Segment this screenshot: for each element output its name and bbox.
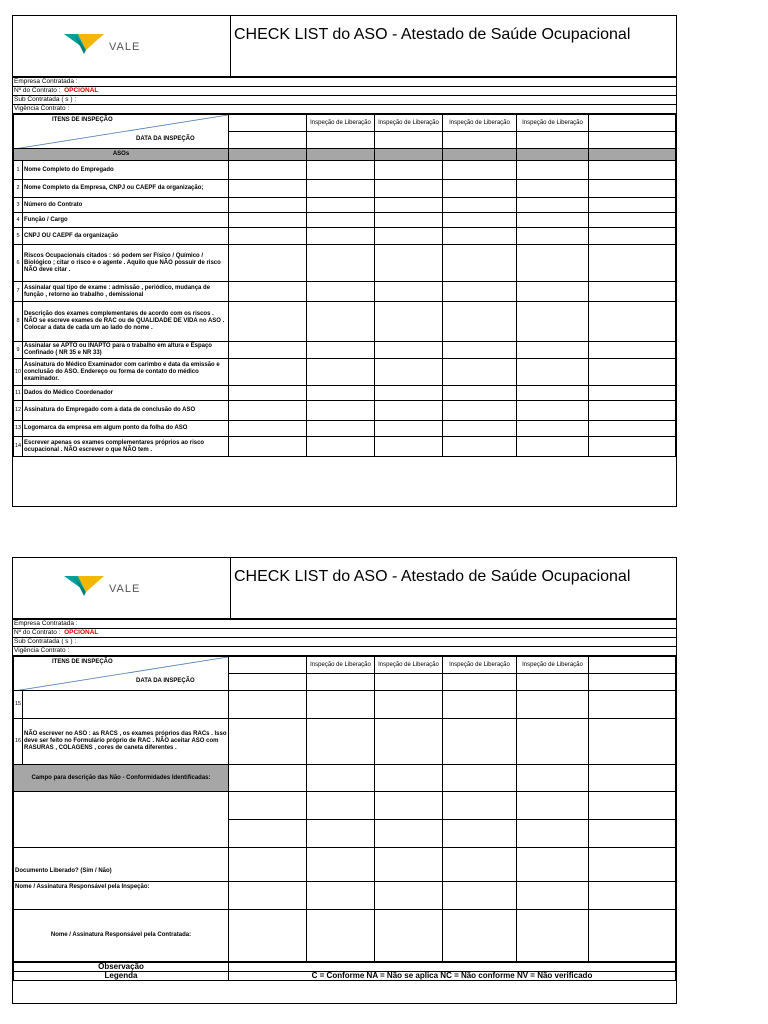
check-cell[interactable] [517,245,589,282]
check-cell[interactable] [307,302,375,342]
check-cell[interactable] [589,180,676,198]
check-cell[interactable] [517,228,589,245]
item-text: Número do Contrato [23,198,229,213]
check-cell[interactable] [443,282,517,302]
check-cell[interactable] [443,213,517,228]
check-cell[interactable] [229,691,307,719]
item-number: 13 [14,421,23,437]
contrato-field [13,87,676,96]
doc-liberado-label: Documento Liberado? (Sim / Não) [14,848,229,882]
inspection-table [13,656,676,962]
item-number: 16 [14,719,23,765]
col-head-1: Inspeção de Liberação [307,115,375,132]
checklist-row [14,228,676,245]
check-cell[interactable] [229,245,307,282]
vigencia-field: Vigência Contrato : [13,647,676,656]
check-cell[interactable] [589,719,676,765]
contrato-value: OPCIONAL [64,629,99,636]
col-head-3: Inspeção de Liberação [443,115,517,132]
item-text: Nome Completo do Empregado [23,161,229,180]
col-head-3: Inspeção de Liberação [443,657,517,674]
check-cell[interactable] [375,302,443,342]
checklist-page-2 [12,557,677,1004]
item-number: 11 [14,386,23,401]
header-diagonal-cell [14,115,229,149]
check-cell[interactable] [229,161,307,180]
check-cell[interactable] [589,198,676,213]
check-cell[interactable] [229,401,307,421]
item-text [23,691,229,719]
checklist-row [14,359,676,386]
observacao-label: Observação [14,963,229,972]
col-head-1: Inspeção de Liberação [307,657,375,674]
item-number: 9 [14,342,23,359]
vale-logo [13,16,231,77]
item-text: Assinatura do Empregado com a data de conclusão do ASO [23,401,229,421]
col-blank [229,115,307,132]
check-cell[interactable] [589,245,676,282]
check-cell[interactable] [589,302,676,342]
check-cell[interactable] [307,359,375,386]
check-cell[interactable] [307,421,375,437]
col-head-4: Inspeção de Liberação [517,115,589,132]
check-cell[interactable] [307,213,375,228]
col-head-4: Inspeção de Liberação [517,657,589,674]
item-text: Assinalar qual tipo de exame : admissão , periódico, mudança de função , retorno ao trabalho , demissional [23,282,229,302]
item-text: Assinalar se APTO ou INAPTO para o trabalho em altura e Espaço Confinado ( NR 35 e NR 33) [23,342,229,359]
data-label: DATA DA INSPEÇÃO [136,136,195,142]
legend-table [13,962,676,981]
checklist-row [14,421,676,437]
checklist-row [14,691,676,719]
check-cell[interactable] [375,437,443,457]
check-cell[interactable] [443,719,517,765]
checklist-row [14,342,676,359]
diagonal-line [14,115,229,149]
item-number: 4 [14,213,23,228]
item-text: Função / Cargo [23,213,229,228]
check-cell[interactable] [589,421,676,437]
col-blank [589,115,676,132]
check-cell[interactable] [517,213,589,228]
contract-info [13,619,676,656]
doc-liberado-cell[interactable] [229,848,307,882]
item-number: 15 [14,691,23,719]
contrato-label: Nº do Contrato : [14,87,61,94]
check-cell[interactable] [589,401,676,421]
check-cell[interactable] [517,691,589,719]
item-number: 6 [14,245,23,282]
item-text: CNPJ OU CAEPF da organização [23,228,229,245]
nc-description-area[interactable] [14,792,229,848]
check-cell[interactable] [443,359,517,386]
item-number: 12 [14,401,23,421]
resp-contratada-label: Nome / Assinatura Responsável pela Contratada: [14,910,229,962]
check-cell[interactable] [307,386,375,401]
check-cell[interactable] [375,342,443,359]
check-cell[interactable] [375,161,443,180]
item-number: 8 [14,302,23,342]
checklist-row [14,180,676,198]
item-text: Nome Completo da Empresa, CNPJ ou CAEPF da organização; [23,180,229,198]
itens-label: ITENS DE INSPEÇÃO [52,659,113,665]
check-cell[interactable] [443,228,517,245]
checklist-row [14,161,676,180]
itens-label: ITENS DE INSPEÇÃO [52,117,113,123]
empresa-field: Empresa Contratada : [13,620,676,629]
item-text: Assinatura do Médico Examinador com carimbo e data da emissão e conclusão do ASO. Endereço ou forma de contato do médico examinador. [23,359,229,386]
check-cell[interactable] [229,421,307,437]
check-cell[interactable] [307,342,375,359]
item-text: Descrição dos exames complementares de acordo com os riscos . NÃO se escreve exames de RAC ou de QUALIDADE DE VIDA no ASO . Colocar a data de cada um ao lado do nome . [23,302,229,342]
check-cell[interactable] [229,198,307,213]
contrato-value: OPCIONAL [64,87,99,94]
check-cell[interactable] [443,437,517,457]
check-cell[interactable] [589,359,676,386]
checklist-row [14,437,676,457]
inspection-table [13,114,676,457]
check-cell[interactable] [375,282,443,302]
diagonal-line [14,657,229,691]
check-cell[interactable] [229,342,307,359]
check-cell[interactable] [229,180,307,198]
check-cell[interactable] [375,245,443,282]
check-cell[interactable] [229,719,307,765]
item-text: NÃO escrever no ASO : as RACS , os exames próprios das RACs . Isso deve ser feito no Formulário próprio de RAC . NÃO aceitar ASO com RASURAS , COLAGENS , cores de caneta diferentes . [23,719,229,765]
check-cell[interactable] [229,302,307,342]
check-cell[interactable] [589,213,676,228]
check-cell[interactable] [307,437,375,457]
check-cell[interactable] [443,421,517,437]
check-cell[interactable] [375,421,443,437]
check-cell[interactable] [443,401,517,421]
check-cell[interactable] [375,228,443,245]
item-text: Logomarca da empresa em algum ponto da folha do ASO [23,421,229,437]
item-number: 10 [14,359,23,386]
vale-logo-mark [14,558,229,615]
check-cell[interactable] [443,386,517,401]
check-cell[interactable] [443,180,517,198]
check-cell[interactable] [589,691,676,719]
checklist-row [14,719,676,765]
check-cell[interactable] [307,691,375,719]
page-title: CHECK LIST do ASO - Atestado de Saúde Ocupacional [231,558,677,619]
item-number: 2 [14,180,23,198]
check-cell[interactable] [229,437,307,457]
resp-inspecao-cell[interactable] [229,882,307,910]
item-number: 5 [14,228,23,245]
check-cell[interactable] [375,198,443,213]
check-cell[interactable] [589,228,676,245]
check-cell[interactable] [443,342,517,359]
sub-field: Sub Contratada ( s ) : [13,96,676,105]
contrato-field [13,629,676,638]
campo-nc-label: Campo para descrição das Não - Conformidades Identificadas: [14,765,229,792]
check-cell[interactable] [443,302,517,342]
check-cell[interactable] [517,401,589,421]
check-cell[interactable] [517,161,589,180]
item-text: Dados do Médico Coordenador [23,386,229,401]
check-cell[interactable] [229,386,307,401]
checklist-row [14,198,676,213]
check-cell[interactable] [229,359,307,386]
data-label: DATA DA INSPEÇÃO [136,678,195,684]
section-asos: ASOs [14,149,229,161]
check-cell[interactable] [375,359,443,386]
check-cell[interactable] [307,228,375,245]
check-cell[interactable] [375,691,443,719]
check-cell[interactable] [517,198,589,213]
resp-inspecao-label: Nome / Assinatura Responsável pela Inspeção: [14,882,229,910]
check-cell[interactable] [307,401,375,421]
logo-text: VALE [109,583,141,595]
check-cell[interactable] [375,180,443,198]
checklist-row [14,401,676,421]
check-cell[interactable] [443,691,517,719]
check-cell[interactable] [229,213,307,228]
check-cell[interactable] [307,180,375,198]
check-cell[interactable] [517,342,589,359]
form-header [13,16,676,77]
logo-text: VALE [109,41,141,53]
header-diagonal-cell [14,657,229,691]
check-cell[interactable] [589,161,676,180]
vale-logo-mark [14,16,229,73]
check-cell[interactable] [589,437,676,457]
check-cell[interactable] [307,245,375,282]
check-cell[interactable] [229,228,307,245]
checklist-row [14,386,676,401]
check-cell[interactable] [517,437,589,457]
check-cell[interactable] [307,282,375,302]
check-cell[interactable] [517,386,589,401]
item-number: 1 [14,161,23,180]
legenda-text: C = Conforme NA = Não se aplica NC = Não conforme NV = Não verificado [229,972,676,981]
check-cell[interactable] [589,282,676,302]
checklist-page-1 [12,15,677,507]
check-cell[interactable] [375,213,443,228]
vigencia-field: Vigência Contrato : [13,105,676,114]
check-cell[interactable] [443,161,517,180]
check-cell[interactable] [375,386,443,401]
check-cell[interactable] [443,198,517,213]
observacao-value[interactable] [229,963,676,972]
check-cell[interactable] [589,342,676,359]
check-cell[interactable] [443,245,517,282]
check-cell[interactable] [229,282,307,302]
check-cell[interactable] [307,198,375,213]
item-text: Escrever apenas os exames complementares próprios ao risco ocupacional . NÃO escrever o que NÃO tem . [23,437,229,457]
check-cell[interactable] [517,302,589,342]
item-number: 3 [14,198,23,213]
empresa-field: Empresa Contratada : [13,78,676,87]
check-cell[interactable] [307,719,375,765]
page-title: CHECK LIST do ASO - Atestado de Saúde Ocupacional [231,16,677,77]
checklist-row [14,302,676,342]
check-cell[interactable] [517,180,589,198]
sub-field: Sub Contratada ( s ) : [13,638,676,647]
item-number: 7 [14,282,23,302]
contract-info [13,77,676,114]
check-cell[interactable] [517,421,589,437]
legenda-label: Legenda [14,972,229,981]
check-cell[interactable] [375,719,443,765]
check-cell[interactable] [517,719,589,765]
check-cell[interactable] [517,282,589,302]
contrato-label: Nº do Contrato : [14,629,61,636]
checklist-row [14,282,676,302]
form-header [13,558,676,619]
resp-contratada-cell[interactable] [229,910,307,962]
col-blank [229,657,307,674]
check-cell[interactable] [517,359,589,386]
checklist-row [14,245,676,282]
item-number: 14 [14,437,23,457]
check-cell[interactable] [307,161,375,180]
col-head-2: Inspeção de Liberação [375,115,443,132]
item-text: Riscos Ocupacionais citados : só podem ser Físico / Químico / Biológico ; citar o risco e o agente . Aquilo que NÃO possuir de risco NÃO deve citar . [23,245,229,282]
check-cell[interactable] [589,386,676,401]
col-head-2: Inspeção de Liberação [375,657,443,674]
vale-logo [13,558,231,619]
checklist-row [14,213,676,228]
check-cell[interactable] [375,401,443,421]
